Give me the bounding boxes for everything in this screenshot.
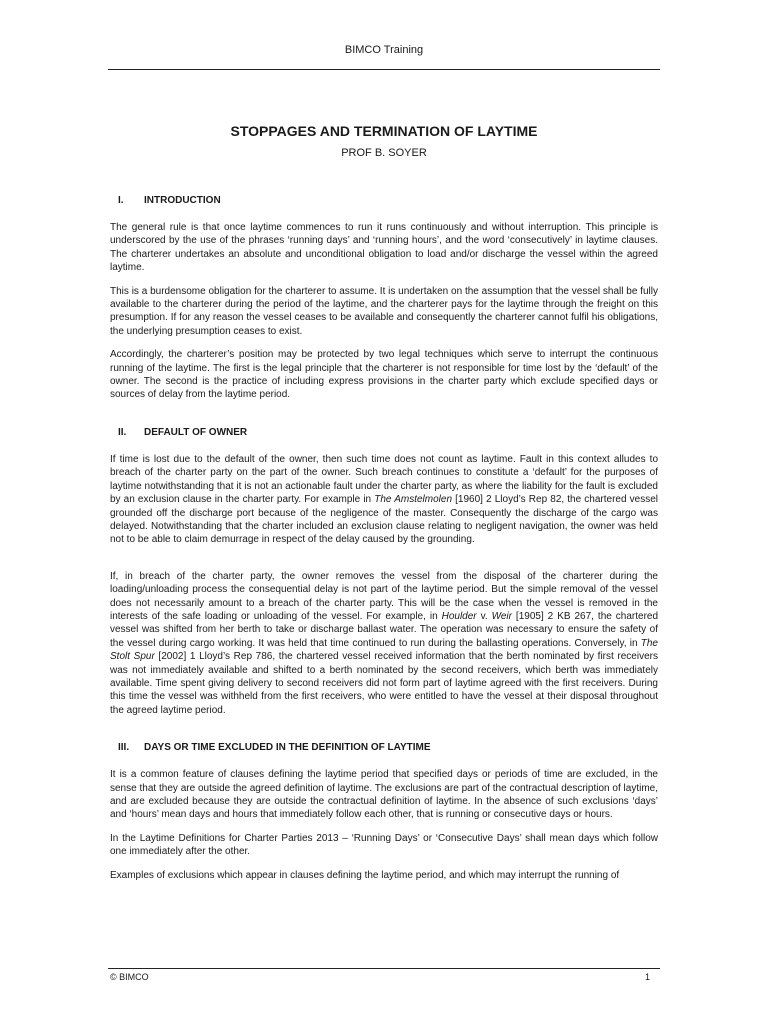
paragraph: This is a burdensome obligation for the charterer to assume. It is undertaken on the assumption that the vessel shall be fully available to the charterer during the period of the laytime, and the charterer pays for the laytime through the freight on this presumption. If for any reason the vessel ceases to be available and consequently the charterer cannot fulfil his obligations, the underlying presumption ceases to exist. — [110, 285, 658, 337]
section-number: II. — [118, 426, 127, 438]
footer-copyright: © BIMCO — [110, 972, 149, 982]
paragraph: If time is lost due to the default of the owner, then such time does not count as laytime. Fault in this context alludes to breach of the charter party on the part of the owner. Such breach continues to constitute a ‘default’ for the purposes of laytime notwithstanding that it is not an actionable fault under the charter party, as where the liability for the fault is excluded by an exclusion clause in the charter party. For example in The Amstelmolen [1960] 2 Lloyd’s Rep 82, the chartered vessel grounded off the discharge port because of the negligence of the master. Consequently the discharge of the cargo was delayed. Notwithstanding that the charter included an exclusion clause relating to negligent navigation, the owner was held not to be able to claim demurrage in respect of the delay caused by the grounding. — [110, 453, 659, 546]
page-header: BIMCO Training — [344, 44, 424, 56]
document-title: STOPPAGES AND TERMINATION OF LAYTIME — [230, 123, 538, 139]
section-title: INTRODUCTION — [144, 195, 221, 206]
section-number: III. — [118, 742, 130, 754]
document-author: PROF B. SOYER — [341, 147, 427, 159]
page-number: 1 — [644, 972, 650, 982]
paragraph: Examples of exclusions which appear in clauses defining the laytime period, and which may interrupt the running of — [110, 869, 620, 881]
case-name: The Stolt Spur — [110, 637, 658, 663]
footer-rule — [108, 968, 660, 969]
case-name: The Amstelmolen — [374, 494, 453, 506]
header-rule — [108, 69, 660, 70]
case-name: Weir — [491, 610, 512, 622]
paragraph: If, in breach of the charter party, the owner removes the vessel from the disposal of the charterer during the loading/unloading process the consequential delay is not part of the laytime period. But the simple removal of the vessel does not necessarily amount to a breach of the charter party. This will be the case when the vessel is removed in the interests of the safe loading or unloading of the vessel. For example, in Houlder v. Weir [1905] 2 KB 267, the chartered vessel was shifted from her berth to take or discharge ballast water. The operation was necessary to ensure the safety of the vessel during cargo working. It was held that time continued to run during the ballasting operations. Conversely, in The Stolt Spur [2002] 1 Lloyd’s Rep 786, the chartered vessel received information that the berth nominated by first receivers was not immediately available and shifted to a berth nominated by the second receivers, which berth was immediately available. Time spent giving delivery to second receivers did not form part of laytime agreed with the first receivers. During this time the vessel was withheld from the first receivers, who were entitled to have the vessel at their disposal throughout the agreed laytime period. — [110, 570, 659, 716]
case-name: Houlder — [441, 610, 477, 622]
section-title: DEFAULT OF OWNER — [144, 426, 248, 438]
section-number: I. — [118, 195, 124, 206]
section-heading-default-of-owner — [110, 426, 658, 439]
paragraph: In the Laytime Definitions for Charter Parties 2013 – ‘Running Days’ or ‘Consecutive Days’ shall mean days which follow one immediately after the other. — [110, 832, 658, 858]
paragraph: It is a common feature of clauses defining the laytime period that specified days or periods of time are excluded, in the sense that they are outside the agreed definition of laytime. The exclusions are part of the contractual description of laytime, and are excluded because they are outside the contractual definition of laytime. In the absence of such exclusions ‘days’ and ‘hours’ mean days and hours that immediately follow each other, that is running or consecutive days or hours. — [110, 769, 658, 821]
paragraph: Accordingly, the charterer’s position may be protected by two legal techniques which serve to interrupt the continuous running of the laytime. The first is the legal principle that the charterer is not responsible for time lost by the ‘default’ of the owner. The second is the practice of including express provisions in the charter party which exclude specified days or sources of delay from the laytime period. — [110, 349, 658, 401]
paragraph: The general rule is that once laytime commences to run it runs continuously and without interruption. This principle is underscored by the use of the phrases ‘running days’ and ‘running hours’, and the word ‘consecutively’ in laytime clauses. The charterer undertakes an absolute and unconditional obligation to load and/or discharge the vessel within the agreed laytime. — [110, 222, 658, 274]
section-title: DAYS OR TIME EXCLUDED IN THE DEFINITION OF LAYTIME — [144, 742, 431, 754]
document-body — [110, 122, 658, 882]
section-heading-introduction — [110, 194, 658, 207]
section-heading-days-excluded — [110, 741, 658, 754]
